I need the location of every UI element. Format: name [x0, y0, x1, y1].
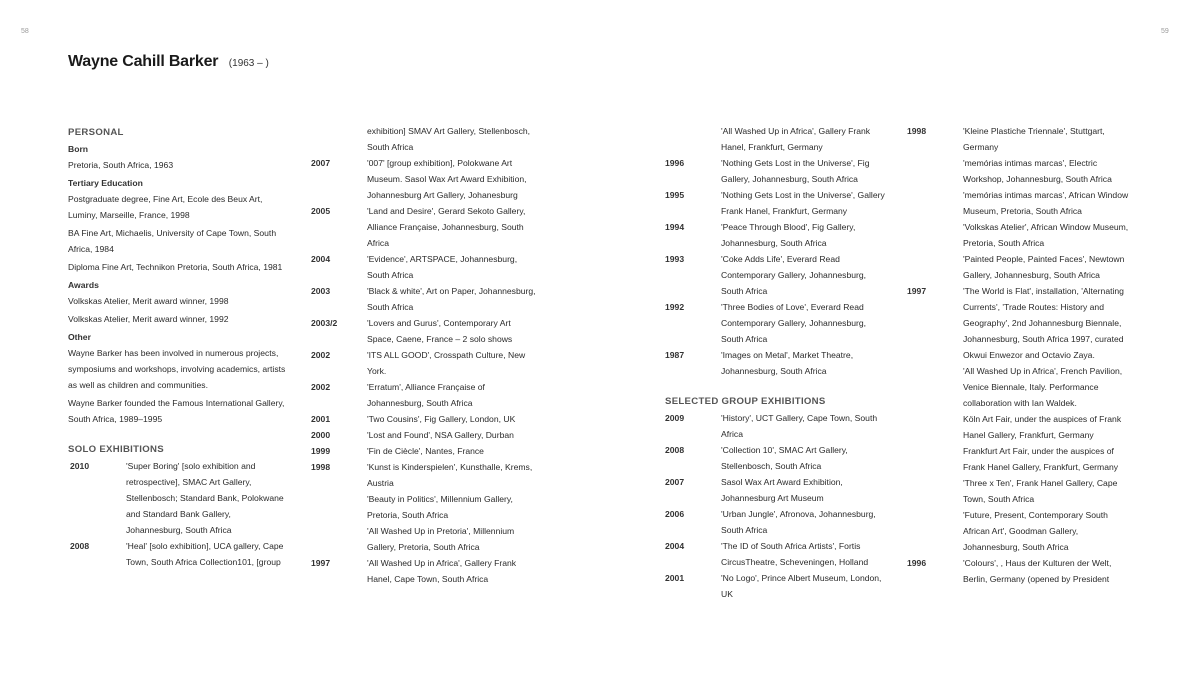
exhibition-description: 'Two Cousins', Fig Gallery, London, UK — [367, 414, 516, 424]
other-item: Wayne Barker has been involved in numerous projects, symposiums and workshops, involving academics, artists as well as children and communities. — [68, 348, 286, 390]
exhibition-entry — [907, 155, 1133, 187]
exhibition-description: 'Kunst is Kinderspielen', Kunsthalle, Krems, Austria — [367, 462, 533, 488]
exhibition-description: 'Coke Adds Life', Everard Read Contemporary Gallery, Johannesburg, South Africa — [721, 254, 867, 296]
exhibition-year: 2002 — [311, 350, 331, 360]
exhibition-entry — [311, 427, 539, 443]
exhibition-description: 'Super Boring' [solo exhibition and retrospective], SMAC Art Gallery, Stellenbosch; Standard Bank, Polokwane and Standard Bank Gallery, Johannesburg, South Africa — [126, 461, 284, 535]
exhibition-entry — [665, 570, 890, 602]
exhibition-year: 2001 — [665, 573, 685, 583]
exhibition-year: 2006 — [665, 509, 685, 519]
born-value: Pretoria, South Africa, 1963 — [68, 160, 174, 170]
exhibition-year: 1994 — [665, 222, 685, 232]
award-item: Volkskas Atelier, Merit award winner, 1992 — [68, 314, 229, 324]
column-solo-group — [665, 123, 890, 602]
exhibition-description: 'Black & white', Art on Paper, Johannesburg, South Africa — [367, 286, 536, 312]
exhibition-year: 1993 — [665, 254, 685, 264]
exhibition-year: 1998 — [907, 126, 927, 136]
column-solo-continued — [311, 123, 539, 587]
exhibition-year — [311, 523, 367, 555]
exhibition-entry — [311, 123, 539, 155]
exhibition-entry — [907, 363, 1133, 411]
exhibition-year — [907, 363, 963, 411]
exhibition-entry — [311, 203, 539, 251]
tertiary-label: Tertiary Education — [68, 178, 143, 188]
exhibition-description: '007' [group exhibition], Polokwane Art Museum. Sasol Wax Art Award Exhibition, Johannesburg Art Gallery, Johanesburg — [367, 158, 527, 200]
tertiary-item: Postgraduate degree, Fine Art, Ecole des Beux Art, Luminy, Marseille, France, 1998 — [68, 194, 263, 220]
exhibition-entry — [665, 299, 890, 347]
exhibition-entry — [665, 123, 890, 155]
other-item: Wayne Barker founded the Famous International Gallery, South Africa, 1989–1995 — [68, 398, 285, 424]
exhibition-year: 2010 — [70, 461, 90, 471]
exhibition-description: 'Future, Present, Contemporary South African Art', Goodman Gallery, Johannesburg, South Africa — [963, 510, 1108, 552]
exhibition-year: 1998 — [311, 462, 331, 472]
award-item: Volkskas Atelier, Merit award winner, 1998 — [68, 296, 229, 306]
exhibition-description: 'Lost and Found', NSA Gallery, Durban — [367, 430, 514, 440]
exhibition-entry — [665, 506, 890, 538]
exhibition-description: 'Images on Metal', Market Theatre, Johannesburg, South Africa — [721, 350, 854, 376]
exhibition-year: 2008 — [70, 541, 90, 551]
exhibition-description: 'Nothing Gets Lost in the Universe', Fig Gallery, Johannesburg, South Africa — [721, 158, 870, 184]
exhibition-year: 1995 — [665, 190, 685, 200]
group-list-d — [907, 123, 1133, 587]
exhibition-year: 2007 — [311, 158, 331, 168]
exhibition-year — [907, 251, 963, 283]
exhibition-description: 'No Logo', Prince Albert Museum, London, UK — [721, 573, 882, 599]
solo-list-b — [311, 123, 539, 587]
exhibition-year: 1997 — [907, 286, 927, 296]
solo-list-c — [665, 123, 890, 379]
exhibition-entry — [311, 251, 539, 283]
exhibition-description: 'memórias intimas marcas', Electric Workshop, Johannesburg, South Africa — [963, 158, 1112, 184]
column-group-continued — [907, 123, 1133, 587]
tertiary-item: Diploma Fine Art, Technikon Pretoria, South Africa, 1981 — [68, 262, 283, 272]
exhibition-entry — [665, 251, 890, 299]
exhibition-entry — [665, 538, 890, 570]
exhibition-entry — [665, 474, 890, 506]
exhibition-year: 1997 — [311, 558, 331, 568]
exhibition-entry — [907, 555, 1133, 587]
solo-list-a — [68, 458, 290, 570]
exhibition-year: 2003/2 — [311, 318, 338, 328]
section-heading-group: SELECTED GROUP EXHIBITIONS — [665, 396, 826, 407]
exhibition-entry — [665, 187, 890, 219]
exhibition-description: Sasol Wax Art Award Exhibition, Johannesburg Art Museum — [721, 477, 843, 503]
exhibition-year: 1996 — [907, 558, 927, 568]
exhibition-year: 2004 — [665, 541, 685, 551]
exhibition-entry — [311, 347, 539, 379]
exhibition-year: 1996 — [665, 158, 685, 168]
exhibition-year — [907, 507, 963, 555]
column-personal — [68, 123, 290, 570]
exhibition-entry — [311, 555, 539, 587]
exhibition-year — [907, 443, 963, 475]
exhibition-entry — [311, 155, 539, 203]
exhibition-year — [311, 491, 367, 523]
exhibition-entry — [665, 442, 890, 474]
exhibition-entry — [907, 475, 1133, 507]
exhibition-year — [907, 155, 963, 187]
exhibition-entry — [907, 219, 1133, 251]
artist-name: Wayne Cahill Barker — [68, 53, 219, 70]
born-label: Born — [68, 144, 89, 154]
page-number-left: 58 — [21, 28, 29, 35]
exhibition-year: 1992 — [665, 302, 685, 312]
exhibition-year: 2008 — [665, 445, 685, 455]
other-label: Other — [68, 332, 91, 342]
exhibition-entry — [311, 491, 539, 523]
exhibition-description: 'Land and Desire', Gerard Sekoto Gallery, Alliance Française, Johannesburg, South Africa — [367, 206, 526, 248]
exhibition-year: 2007 — [665, 477, 685, 487]
exhibition-entry — [665, 347, 890, 379]
exhibition-description: 'Heal' [solo exhibition], UCA gallery, Cape Town, South Africa Collection101, [group — [126, 541, 284, 567]
tertiary-item: BA Fine Art, Michaelis, University of Cape Town, South Africa, 1984 — [68, 228, 277, 254]
exhibition-entry — [665, 219, 890, 251]
exhibition-description: 'Lovers and Gurus', Contemporary Art Space, Caene, France – 2 solo shows — [367, 318, 513, 344]
page-number-right: 59 — [1161, 28, 1169, 35]
exhibition-year: 2009 — [665, 413, 685, 423]
exhibition-description: 'Colours', , Haus der Kulturen der Welt, Berlin, Germany (opened by President — [963, 558, 1112, 584]
exhibition-description: 'memórias intimas marcas', African Window Museum, Pretoria, South Africa — [963, 190, 1129, 216]
exhibition-year — [907, 187, 963, 219]
exhibition-description: 'ITS ALL GOOD', Crosspath Culture, New York. — [367, 350, 526, 376]
exhibition-entry — [311, 315, 539, 347]
exhibition-description: 'Three Bodies of Love', Everard Read Contemporary Gallery, Johannesburg, South Africa — [721, 302, 867, 344]
exhibition-description: 'Collection 10', SMAC Art Gallery, Stellenbosch, South Africa — [721, 445, 848, 471]
section-heading-personal: PERSONAL — [68, 127, 124, 138]
awards-label: Awards — [68, 280, 99, 290]
exhibition-description: 'Painted People, Painted Faces', Newtown Gallery, Johannesburg, South Africa — [963, 254, 1125, 280]
exhibition-year — [907, 475, 963, 507]
exhibition-entry — [311, 411, 539, 427]
exhibition-description: Köln Art Fair, under the auspices of Frank Hanel Gallery, Frankfurt, Germany — [963, 414, 1122, 440]
exhibition-entry — [907, 411, 1133, 443]
exhibition-year: 1987 — [665, 350, 685, 360]
exhibition-entry — [907, 187, 1133, 219]
exhibition-entry — [311, 443, 539, 459]
exhibition-entry — [665, 410, 890, 442]
exhibition-description: 'The World is Flat', installation, 'Alternating Currents', 'Trade Routes: History and Geography', 2nd Johannesburg Biennale, Johannesburg, South Africa 1997, curated Okwui Enwezor and Octavio Zaya. — [963, 286, 1124, 360]
exhibition-description: 'Kleine Plastiche Triennale', Stuttgart, Germany — [963, 126, 1105, 152]
exhibition-year — [907, 411, 963, 443]
exhibition-description: 'Volkskas Atelier', African Window Museum, Pretoria, South Africa — [963, 222, 1129, 248]
exhibition-entry — [68, 538, 290, 570]
exhibition-description: 'All Washed Up in Africa', Gallery Frank Hanel, Cape Town, South Africa — [367, 558, 517, 584]
exhibition-year: 2002 — [311, 382, 331, 392]
exhibition-year — [665, 123, 721, 155]
exhibition-description: 'All Washed Up in Africa', Gallery Frank Hanel, Frankfurt, Germany — [721, 126, 871, 152]
exhibition-year — [907, 219, 963, 251]
page-title — [68, 53, 269, 71]
exhibition-entry — [907, 123, 1133, 155]
exhibition-entry — [907, 251, 1133, 283]
exhibition-entry — [907, 507, 1133, 555]
exhibition-year: 2000 — [311, 430, 331, 440]
exhibition-description: 'Three x Ten', Frank Hanel Gallery, Cape Town, South Africa — [963, 478, 1118, 504]
section-heading-solo: SOLO EXHIBITIONS — [68, 444, 164, 455]
exhibition-description: 'All Washed Up in Pretoria', Millennium Gallery, Pretoria, South Africa — [367, 526, 515, 552]
exhibition-description: 'The ID of South Africa Artists', Fortis CircusTheatre, Scheveningen, Holland — [721, 541, 869, 567]
exhibition-description: 'Beauty in Politics', Millennium Gallery, Pretoria, South Africa — [367, 494, 513, 520]
exhibition-entry — [311, 523, 539, 555]
exhibition-year — [311, 123, 367, 155]
exhibition-description: 'Urban Jungle', Afronova, Johannesburg, South Africa — [721, 509, 876, 535]
exhibition-year: 2005 — [311, 206, 331, 216]
group-list-c — [665, 410, 890, 602]
exhibition-entry — [907, 443, 1133, 475]
exhibition-description: 'Nothing Gets Lost in the Universe', Gallery Frank Hanel, Frankfurt, Germany — [721, 190, 885, 216]
exhibition-description: 'Peace Through Blood', Fig Gallery, Johannesburg, South Africa — [721, 222, 856, 248]
artist-years: (1963 – ) — [228, 58, 269, 69]
exhibition-year: 2004 — [311, 254, 331, 264]
exhibition-description: Frankfurt Art Fair, under the auspices of Frank Hanel Gallery, Frankfurt, Germany — [963, 446, 1119, 472]
exhibition-description: 'Evidence', ARTSPACE, Johannesburg, South Africa — [367, 254, 518, 280]
exhibition-entry — [68, 458, 290, 538]
exhibition-entry — [311, 283, 539, 315]
exhibition-year: 1999 — [311, 446, 331, 456]
exhibition-description: exhibition] SMAV Art Gallery, Stellenbosch, South Africa — [367, 126, 531, 152]
exhibition-entry — [311, 459, 539, 491]
exhibition-year: 2001 — [311, 414, 331, 424]
exhibition-year: 2003 — [311, 286, 331, 296]
exhibition-description: 'Erratum', Alliance Française of Johannesburg, South Africa — [367, 382, 485, 408]
exhibition-entry — [665, 155, 890, 187]
exhibition-description: 'All Washed Up in Africa', French Pavilion, Venice Biennale, Italy. Performance collaboration with Ian Waldek. — [963, 366, 1123, 408]
exhibition-description: 'Fin de Ciècle', Nantes, France — [367, 446, 484, 456]
exhibition-description: 'History', UCT Gallery, Cape Town, South Africa — [721, 413, 878, 439]
exhibition-entry — [311, 379, 539, 411]
exhibition-entry — [907, 283, 1133, 363]
